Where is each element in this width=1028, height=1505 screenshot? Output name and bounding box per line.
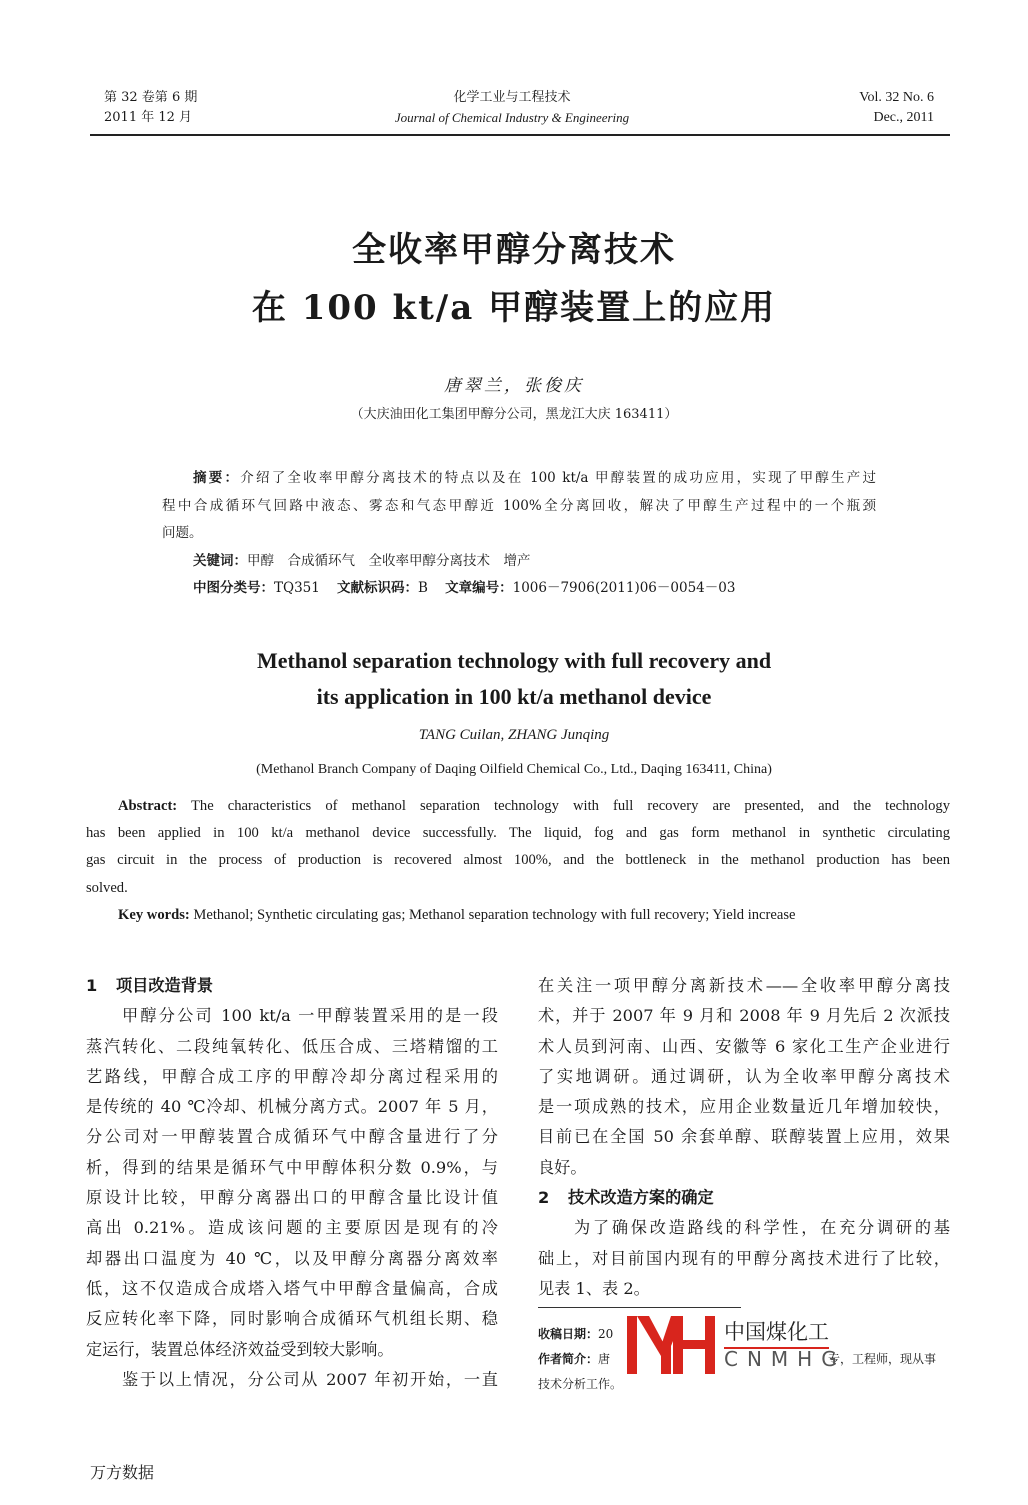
classification-info (162, 575, 876, 603)
received-value: 20 (598, 1327, 614, 1341)
author-bio-prefix: 唐 (598, 1352, 611, 1366)
doc-code-value: B (418, 580, 428, 596)
title-en-line2: its application in 100 kt/a methanol device (316, 684, 712, 709)
keywords-en-value: Methanol; Synthetic circulating gas; Methanol separation technology with full recovery; Yield increase (193, 906, 796, 923)
affiliation-cn: （大庆油田化工集团甲醇分公司，黑龙江大庆 163411） (350, 407, 678, 422)
paragraph-line: 析，得到的结果是循环气中甲醇体积分数 0.9%，与 (86, 1157, 498, 1177)
abstract-en-label: Abstract: (118, 798, 178, 814)
section-title: 技术改造方案的确定 (568, 1188, 714, 1208)
body-column-left (86, 971, 498, 1395)
issue-info-cn (104, 88, 197, 128)
date-cn: 2011 年 12 月 (104, 110, 193, 125)
paragraph-line: 高出 0.21%。造成该问题的主要原因是现有的冷 (86, 1218, 498, 1238)
abstract-cn-label: 摘要： (193, 470, 241, 486)
paragraph-line: 础上，对目前国内现有的甲醇分离技术进行了比较， (538, 1248, 950, 1268)
author-bio-label: 作者简介： (538, 1352, 599, 1366)
affiliation-en: (Methanol Branch Company of Daqing Oilfield Chemical Co., Ltd., Daqing 163411, China) (256, 762, 772, 777)
paragraph-line: 在关注一项甲醇分离新技术——全收率甲醇分离技 (538, 976, 950, 995)
abstract-cn-line: 介绍了全收率甲醇分离技术的特点以及在 100 kt/a 甲醇装置的成功应用，实现了甲醇生产过 (240, 470, 877, 486)
abstract-en-line: gas circuit in the process of production is recovered almost 100%, and the bottleneck in the methanol production has been (86, 852, 950, 869)
paragraph-line: 艺路线，甲醇合成工序的甲醇冷却分离过程采用的 (86, 1066, 498, 1086)
cnmhg-logo-icon (627, 1316, 715, 1374)
watermark-text-en: CNMHG (724, 1347, 846, 1371)
section-number: 2 (538, 1188, 550, 1208)
paragraph-line: 是传统的 40 ℃冷却、机械分离方式。2007 年 5 月， (86, 1097, 498, 1117)
title-en-line1: Methanol separation technology with full recovery and (256, 648, 772, 673)
abstract-en (86, 793, 950, 929)
abstract-en-line: The characteristics of methanol separation technology with full recovery are presented, and the technology (191, 798, 950, 814)
header-rule (90, 134, 950, 136)
paragraph-line: 了实地调研。通过调研，认为全收率甲醇分离技术 (538, 1066, 950, 1086)
volume-en: Vol. 32 No. 6 (859, 90, 934, 105)
abstract-en-line: has been applied in 100 kt/a methanol device successfully. The liquid, fog and gas form methanol in synthetic circulating (86, 825, 950, 842)
paragraph-line: 见表 1、表 2。 (538, 1278, 650, 1298)
article-no-label: 文章编号： (445, 580, 513, 596)
paragraph-line: 鉴于以上情况，分公司从 2007 年初开始，一直 (122, 1369, 498, 1389)
section-title: 项目改造背景 (116, 976, 214, 995)
journal-name-en: Journal of Chemical Industry & Engineering (394, 110, 630, 125)
body-column-right (538, 971, 950, 1304)
paragraph-line: 却器出口温度为 40 ℃，以及甲醇分离器分离效率 (86, 1248, 498, 1268)
volume-cn: 第 32 卷第 6 期 (104, 90, 198, 105)
section-number: 1 (86, 976, 98, 995)
paragraph-line: 是一项成熟的技术，应用企业数量近几年增加较快， (538, 1097, 950, 1117)
paragraph-line: 分公司对一甲醇装置合成循环气中醇含量进行了分 (86, 1127, 498, 1147)
watermark-text-cn: 中国煤化工 (724, 1316, 829, 1349)
date-en: Dec., 2011 (873, 110, 934, 125)
issue-info-en (780, 88, 934, 128)
section-heading (538, 1183, 950, 1213)
paragraph-line: 甲醇分公司 100 kt/a 一甲醇装置采用的是一段 (122, 1006, 498, 1026)
keywords-cn (162, 548, 876, 576)
paragraph-line: 为了确保改造路线的科学性，在充分调研的基 (574, 1218, 950, 1238)
doc-code-label: 文献标识码： (337, 580, 419, 596)
abstract-en-line: solved. (86, 879, 128, 896)
keywords-cn-label: 关键词： (193, 552, 247, 569)
authors-cn: 唐翠兰，张俊庆 (444, 376, 584, 396)
paragraph-line: 反应转化率下降，同时影响合成循环气机组长期、稳 (86, 1309, 498, 1329)
journal-name-cn: 化学工业与工程技术 (453, 90, 571, 105)
journal-name (312, 88, 712, 128)
footnote-rule (538, 1307, 741, 1308)
article-no-value: 1006－7906(2011)06－0054－03 (512, 580, 736, 596)
clc-value: TQ351 (274, 580, 320, 596)
title-cn-line2: 在 100 kt/a 甲醇装置上的应用 (251, 288, 777, 328)
paragraph-line: 术人员到河南、山西、安徽等 6 家化工生产企业进行 (538, 1036, 950, 1056)
abstract-cn-line: 程中合成循环气回路中液态、雾态和气态甲醇近 100%全分离回收，解决了甲醇生产过程中的一个瓶颈 (162, 497, 876, 514)
keywords-en-label: Key words: (118, 906, 190, 923)
author-bio-line3: 技术分析工作。 (538, 1377, 623, 1391)
section-heading (86, 971, 498, 1001)
paragraph-line: 低，这不仅造成合成塔入塔气中甲醇含量偏高，合成 (86, 1278, 498, 1298)
paragraph-line: 术，并于 2007 年 9 月和 2008 年 9 月先后 2 次派技 (538, 1006, 950, 1026)
clc-label: 中图分类号： (193, 580, 274, 596)
paragraph-line: 原设计比较，甲醇分离器出口的甲醇含量比设计值 (86, 1188, 498, 1208)
author-bio-suffix: 专，工程师，现从事 (828, 1352, 937, 1366)
received-label: 收稿日期： (538, 1327, 599, 1341)
authors-en: TANG Cuilan, ZHANG Junqing (418, 727, 610, 743)
abstract-cn (162, 465, 876, 603)
paragraph-line: 定运行，装置总体经济效益受到较大影响。 (86, 1339, 394, 1359)
paragraph-line: 蒸汽转化、二段纯氧转化、低压合成、三塔精馏的工 (86, 1036, 498, 1056)
title-cn-line1: 全收率甲醇分离技术 (352, 230, 676, 270)
keywords-en (86, 902, 950, 929)
abstract-cn-line: 问题。 (162, 525, 203, 541)
paragraph-line: 良好。 (538, 1157, 587, 1177)
source-label: 万方数据 (90, 1463, 155, 1482)
paragraph-line: 目前已在全国 50 余套单醇、联醇装置上应用，效果 (538, 1127, 950, 1147)
keywords-cn-value: 甲醇 合成循环气 全收率甲醇分离技术 增产 (247, 552, 531, 569)
